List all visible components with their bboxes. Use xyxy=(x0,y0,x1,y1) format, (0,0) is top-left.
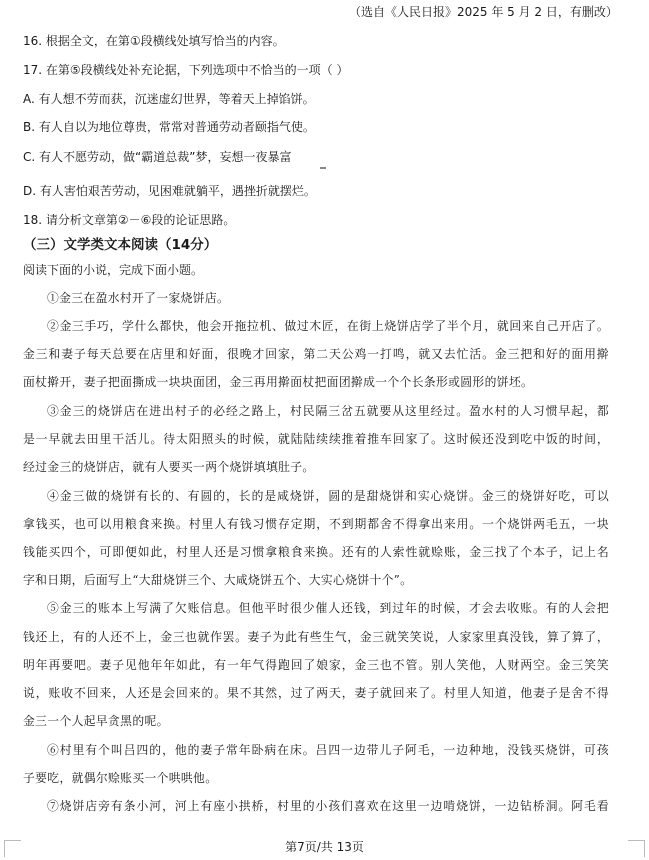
story-p4-line3: 钱能买四个，可即便如此，村里人还是习惯拿粮食来换。还有的人索性就赊账，金三找了个本子，记上名 xyxy=(23,545,609,559)
story-p4-line4: 字和日期，后面写上“大甜烧饼三个、大咸烧饼五个、大实心烧饼十个”。 xyxy=(23,573,413,587)
story-p3-line1: ③金三的烧饼店在进出村子的必经之路上，村民隔三岔五就要从这里经过。盈水村的人习惯早起，都 xyxy=(47,404,609,418)
story-p3-line3: 经过金三的烧饼店，就有人要买一两个烧饼填填肚子。 xyxy=(23,460,315,474)
underline-mark xyxy=(320,167,326,169)
story-p6-line1: ⑥村里有个叫吕四的，他的妻子常年卧病在床。吕四一边带儿子阿毛，一边种地，没钱买烧饼，可孩 xyxy=(47,743,609,757)
question-16: 16. 根据全文，在第①段横线处填写恰当的内容。 xyxy=(23,34,285,48)
story-p5-line4: 说，账收不回来，人还是会回来的。果不其然，过了两天，妻子就回来了。村里人知道，他妻子是舍不得 xyxy=(23,686,609,700)
instruction: 阅读下面的小说，完成下面小题。 xyxy=(23,263,204,277)
story-p7-line1: ⑦烧饼店旁有条小河，河上有座小拱桥，村里的小孩们喜欢在这里一边啃烧饼，一边钻桥洞。阿毛看 xyxy=(47,799,609,813)
page-footer: 第7页/共 13页 xyxy=(285,840,364,854)
question-18: 18. 请分析文章第②－⑥段的论证思路。 xyxy=(23,213,236,227)
story-p5-line3: 明年再要吧。妻子见他年年如此，有一年气得跑回了娘家，金三也不管。别人笑他，人财两空。金三笑笑 xyxy=(23,658,609,672)
section-title: （三）文学类文本阅读（14分） xyxy=(23,237,218,253)
option-c: C. 有人不愿劳动，做“霸道总裁”梦，妄想一夜暴富 xyxy=(23,150,292,164)
story-p3-line2: 是一早就去田里干活儿。待太阳照头的时候，就陆陆续续推着推车回家了。这时候还没到吃中饭的时间， xyxy=(23,432,609,446)
option-a: A. 有人想不劳而获，沉迷虚幻世界，等着天上掉馅饼。 xyxy=(23,92,315,106)
story-p2-line2: 金三和妻子每天总要在店里和好面，很晚才回家，第二天公鸡一打鸣，就又去忙活。金三把和好的面用擀 xyxy=(23,347,609,361)
question-17: 17. 在第⑤段横线处补充论据，下列选项中不恰当的一项（ ） xyxy=(23,63,349,77)
source-note: （选自《人民日报》2025 年 5 月 2 日，有删改） xyxy=(349,5,618,19)
story-p5-line2: 钱还上，有的人还不上，金三也就作罢。妻子为此有些生气，金三就笑笑说，人家家里真没钱，算了算了， xyxy=(23,630,609,644)
story-p2-line1: ②金三手巧，学什么都快，他会开拖拉机、做过木匠，在街上烧饼店学了半个月，就回来自己开店了。 xyxy=(47,319,609,333)
story-p5-line1: ⑤金三的账本上写满了欠账信息。但他平时很少催人还钱，到过年的时候，才会去收账。有的人会把 xyxy=(47,601,609,615)
option-b: B. 有人自以为地位尊贵，常常对普通劳动者颐指气使。 xyxy=(23,120,315,134)
story-p6-line2: 子要吃，就偶尔赊账买一个哄哄他。 xyxy=(23,771,218,785)
option-d: D. 有人害怕艰苦劳动，见困难就躺平，遇挫折就摆烂。 xyxy=(23,184,316,198)
story-p4-line2: 拿钱买，也可以用粮食来换。村里人有钱习惯存定期，不到期都舍不得拿出来用。一个烧饼两毛五，一块 xyxy=(23,517,609,531)
story-p5-line5: 金三一个人起早贪黑的呢。 xyxy=(23,714,169,728)
story-p1: ①金三在盈水村开了一家烧饼店。 xyxy=(47,291,230,305)
story-p4-line1: ④金三做的烧饼有长的、有圆的，长的是咸烧饼，圆的是甜烧饼和实心烧饼。金三的烧饼好吃，可以 xyxy=(47,489,609,503)
story-p2-line3: 面杖擀开，妻子把面撕成一块块面团，金三再用擀面杖把面团擀成一个个长条形或圆形的饼坯。 xyxy=(23,375,534,389)
